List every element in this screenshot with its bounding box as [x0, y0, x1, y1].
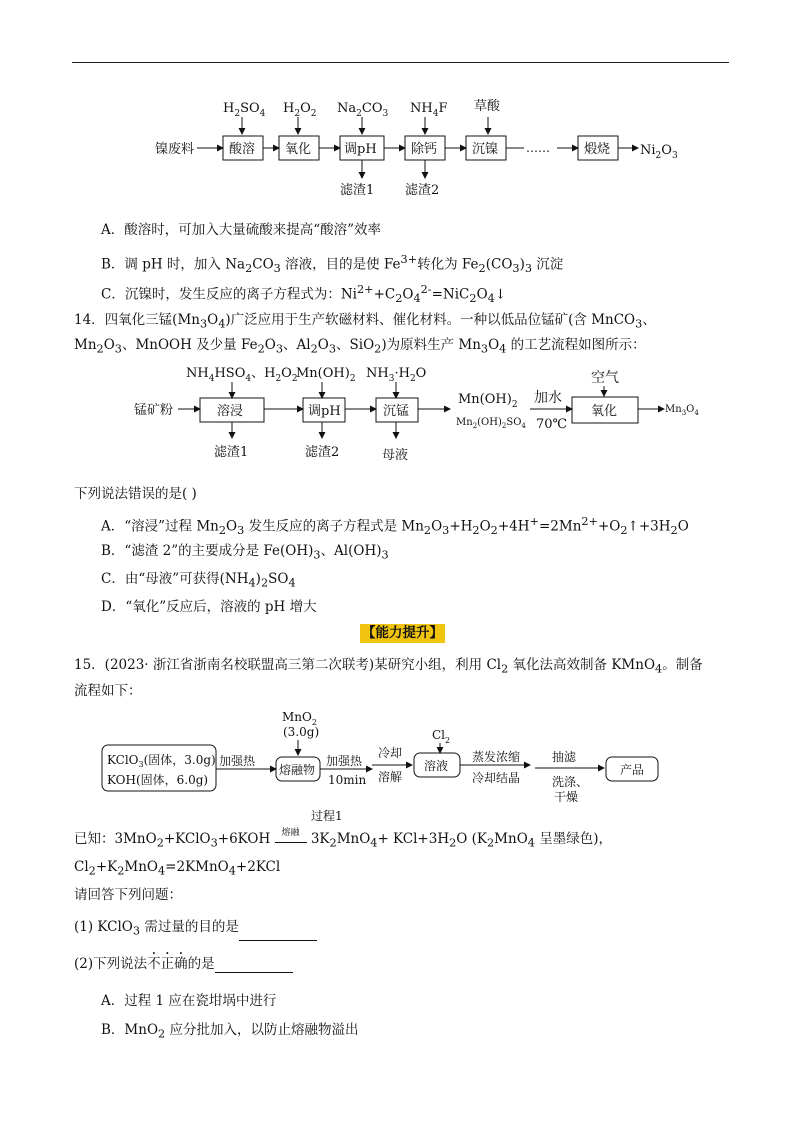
condition-add-water: 加水	[534, 390, 562, 406]
reagent-nh4f: $NH_4F$	[410, 101, 448, 119]
cond-dry: 干燥	[554, 790, 579, 804]
step-oxidize-2: 氧化	[591, 404, 618, 419]
reagent-air: 空气	[591, 370, 619, 386]
reagent-h2so4: $H_2SO_4$	[223, 101, 266, 119]
step-calcine: 煅烧	[584, 142, 611, 157]
q15-option-a: A．过程 1 应在瓷坩埚中进行	[101, 993, 277, 1009]
step-oxidize: 氧化	[285, 142, 312, 157]
answer-blank-1[interactable]	[239, 926, 317, 941]
product-final: 产品	[620, 763, 645, 777]
q15-known-eq1: 已知：3MnO$_2$+KClO$_3$+6KOH 熔融 $3K_2MnO_4+ KCl+3H_2O$ ($K_2MnO_4$ 呈墨绿色)，	[74, 828, 612, 850]
answer-blank-2[interactable]	[215, 958, 293, 973]
cond-crystallize: 冷却结晶	[472, 771, 521, 785]
residue-2-b: 滤渣2	[305, 445, 340, 460]
section-heading: 【能力提升】	[362, 625, 443, 641]
reagent-cl2: $Cl_2$	[432, 728, 451, 745]
product-ni2o3: $Ni_2O_3$	[640, 143, 678, 161]
q15-ask: 请回答下列问题：	[74, 887, 182, 903]
reagent-na2co3: $Na_2CO_3$	[337, 101, 389, 119]
step-remove-ca: 除钙	[411, 142, 438, 157]
q15-sub1: (1) KClO$_3$ 需过量的目的是	[74, 918, 734, 941]
q15-option-b: B．MnO$_2$ 应分批加入，以防止熔融物溢出	[101, 1022, 359, 1041]
q13-option-b: B．调 pH 时，加入 $Na_2CO_3$ 溶液，目的是使 $Fe^{3+}$转化为 $Fe_2(CO_3)_3$ 沉淀	[101, 253, 564, 276]
cond-wash: 洗涤、	[552, 775, 589, 789]
intermediate-mnoh2: $Mn(OH)_2$	[458, 392, 518, 410]
cond-heat-2: 加强热	[326, 754, 363, 768]
q14-stem-line1: 14．四氧化三锰$(Mn_3O_4)$广泛应用于生产软磁材料、催化材料。一种以低品位锰矿(含 MnCO$_3$、	[74, 312, 656, 331]
q13-option-a: A．酸溶时，可加入大量硫酸来提高“酸溶”效率	[101, 222, 382, 238]
reagent-nh3h2o: $NH_3\cdot H_2O$	[366, 366, 427, 384]
q14-option-d: D．“氧化”反应后，溶液的 pH 增大	[101, 599, 317, 615]
residue-2: 滤渣2	[405, 183, 440, 198]
reagent-mno2: MnO$_2$	[282, 710, 317, 727]
flow-diagram-manganese	[0, 360, 800, 470]
residue-1: 滤渣1	[340, 183, 375, 198]
reagent-leach: $NH_4HSO_4$、$H_2O_2$	[186, 366, 298, 384]
cond-time: 10min	[328, 773, 367, 787]
mother-liquor: 母液	[382, 448, 409, 463]
q13-option-c: C．沉镍时，发生反应的离子方程式为：$Ni^{2+}+C_2O_4^{2-}=NiC_2O_4↓$	[101, 283, 507, 306]
q15-stem-line1: 15．(2023· 浙江省浙南名校联盟高三第二次联考)某研究小组，利用 $Cl_2$ 氧化法高效制备 KMnO$_4$。制备	[74, 657, 703, 676]
q15-known-eq2: $Cl_2+K_2MnO_4=2KMnO_4+2KCl$	[74, 859, 281, 878]
process-1-label: 过程1	[311, 809, 343, 823]
step-adjust-ph: 调pH	[344, 142, 377, 157]
reagent-mno2-mass: (3.0g)	[283, 725, 320, 739]
cond-dissolve: 溶解	[378, 770, 403, 784]
q14-question: 下列说法错误的是( )	[74, 486, 197, 502]
q15-sub2: (2)下列说法不正确的是	[74, 955, 734, 973]
q15-stem-line2: 流程如下：	[74, 683, 142, 699]
start-material: 镍废料	[155, 142, 195, 157]
step-melt: 熔融物	[279, 763, 316, 777]
reagent-mnoh2: $Mn(OH)_2$	[296, 366, 356, 384]
step-precip-mn: 沉锰	[383, 404, 410, 419]
intermediate-mn2oh2so4: $Mn_2(OH)_2SO_4$	[456, 417, 526, 430]
start-ore-powder: 锰矿粉	[134, 403, 174, 418]
step-acid-dissolve: 酸溶	[229, 142, 256, 157]
step-precip-ni: 沉镍	[472, 142, 499, 157]
condition-temp: 70℃	[536, 417, 568, 432]
step-adjust-ph-2: 调pH	[308, 404, 341, 419]
product-mn3o4: $Mn_3O_4$	[665, 404, 699, 417]
q14-option-a: A．“溶浸”过程 $Mn_2O_3$ 发生反应的离子方程式是 $Mn_2O_3+H_2O_2+4H^+=2Mn^{2+}+O_2↑+3H_2O$	[101, 515, 689, 538]
residue-1-b: 滤渣1	[214, 445, 249, 460]
cond-cool: 冷却	[378, 746, 403, 760]
flow-diagram-nickel	[0, 90, 800, 200]
reagent-h2o2: $H_2O_2$	[283, 101, 317, 119]
cond-evaporate: 蒸发浓缩	[472, 750, 521, 764]
cond-filter: 抽滤	[552, 750, 577, 764]
flow-ellipsis: ……	[526, 141, 550, 155]
top-rule	[72, 62, 729, 63]
start-koh: KOH(固体，6.0g)	[107, 773, 209, 787]
step-solution: 溶液	[424, 759, 449, 773]
start-kclo3: KClO$_3$(固体，3.0g)	[107, 753, 216, 769]
flow-diagram-kmno4	[0, 705, 800, 825]
step-leach: 溶浸	[217, 404, 244, 419]
q14-stem-line2: $Mn_2O_3$、MnOOH 及少量 $Fe_2O_3$、$Al_2O_3$、SiO$_2$)为原料生产 $Mn_3O_4$ 的工艺流程如图所示：	[74, 337, 646, 356]
reagent-oxalic: 草酸	[474, 99, 501, 114]
q14-option-c: C．由“母液”可获得$(NH_4)_2SO_4$	[101, 571, 296, 590]
cond-heat-1: 加强热	[219, 754, 256, 768]
q14-option-b: B．“滤渣 2”的主要成分是 $Fe(OH)_3$、$Al(OH)_3$	[101, 543, 389, 562]
